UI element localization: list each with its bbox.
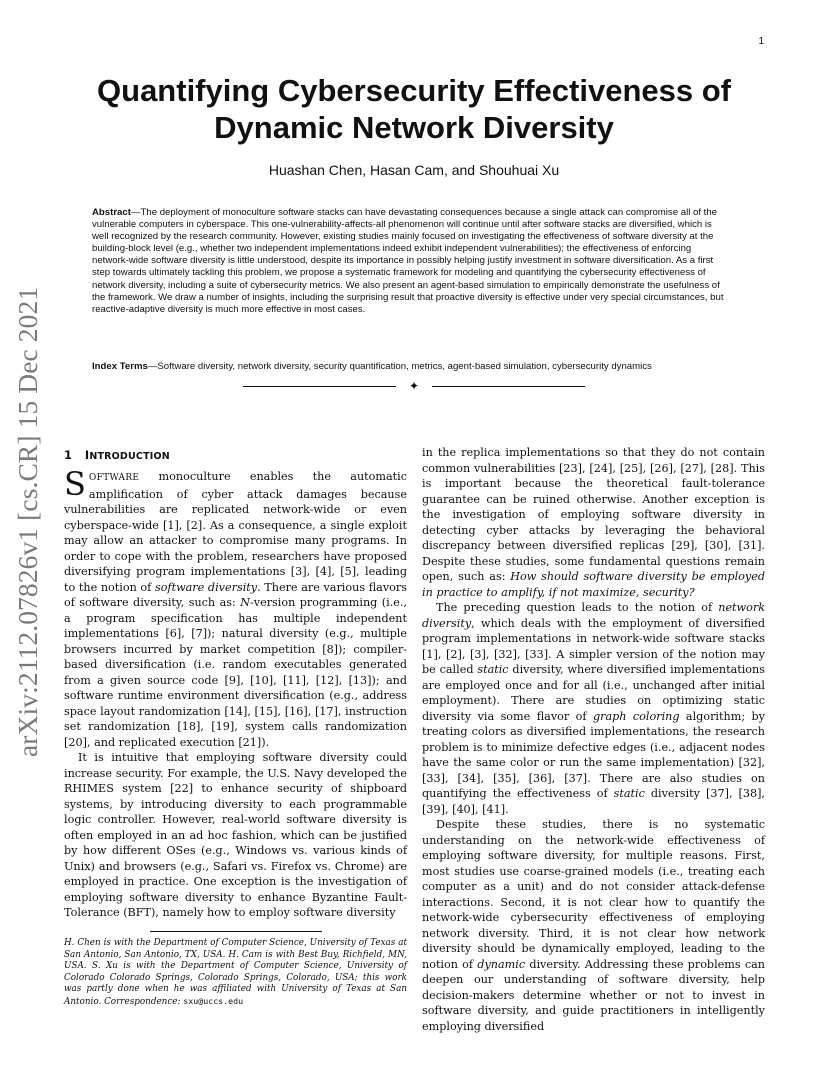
paragraph-text: algorithm; by treating colors as diversified implementations, the research problem is to minimize defective edges (i.e., adjacent nodes have the same color or run the same implementation) [32], [33], [34], [35], [36], [37]. There are also studies on quantifying the effectiveness of [422, 709, 765, 800]
intro-paragraph-1 [64, 465, 407, 750]
intro-paragraph-2: It is intuitive that employing software diversity could increase security. For example, the U.S. Navy developed the RHIMES system [22] to enhance security of shipboard systems, by introducing diversity to each programmable logic controller. However, real-world software diversity is often employed in an ad hoc fashion, which can be justified by how different OSes (e.g., Windows vs. various kinds of Unix) and browsers (e.g., Safari vs. Firefox vs. Chrome) are employed in practice. One exception is the investigation of employing software diversity to enhance Byzantine Fault-Tolerance (BFT), namely how to employ software diversity [64, 751, 407, 919]
section-number: 1 [64, 448, 73, 462]
section-heading-introduction [64, 448, 170, 462]
section-title-rest: NTRODUCTION [89, 451, 170, 462]
paragraph-text: , which deals with the employment of diversified program implementations in network-wide software stacks [1], [2], [3], [32], [33]. A simpler version of the notion may be called [422, 616, 765, 676]
author-affiliation-footnote [64, 938, 407, 1009]
author-list: Huashan Chen, Hasan Cam, and Shouhuai Xu [268, 162, 560, 178]
section-title-initial: I [84, 448, 90, 462]
emphasis: static [477, 663, 509, 676]
index-terms-text: —Software diversity, network diversity, security quantification, metrics, agent-based simulation, cybersecurity dynamics [147, 361, 652, 372]
paragraph-text: diversity [37], [38], [39], [40], [41]. [422, 787, 765, 816]
title-line-2: Dynamic Network Diversity [214, 110, 614, 145]
intro-paragraph-3 [422, 445, 765, 600]
paragraph-text: monoculture enables the automatic amplification of cyber attack damages because vulnerabilities are replicated network-wide or even cyberspace-wide [1], [2]. As a consequence, a single exploit may allow an attacker to compromise many programs. In order to cope with the problem, researchers have proposed diversifying program implementations [3], [4], [5], leading to the notion of [64, 470, 407, 594]
title-line-1: Quantifying Cybersecurity Effectiveness of [97, 73, 731, 108]
paragraph-text: . There are various flavors of software diversity, such as: [64, 580, 407, 609]
index-terms-label: Index Terms [92, 361, 148, 372]
paragraph-text: The preceding question leads to the notion of [436, 601, 719, 614]
footnote-rule [150, 931, 322, 932]
abstract-label: Abstract [92, 207, 131, 218]
footnote-text: H. Chen is with the Department of Computer Science, University of Texas at San Antonio, San Antonio, TX, USA. H. Cam is with Best Buy, Richfield, MN, USA. S. Xu is with the Department of Computer Science, University of Colorado Colorado Springs, Colorado Springs, Colorado, USA; this work was partly done when he was affiliated with University of Texas at San Antonio. Correspondence: [64, 938, 407, 1007]
right-column [422, 445, 765, 1034]
drop-cap: S [64, 465, 86, 503]
intro-paragraph-4 [422, 600, 765, 817]
emphasis: static [613, 787, 645, 800]
abstract [92, 207, 726, 316]
separator-diamond-icon: ✦ [409, 379, 420, 393]
paragraph-text: in the replica implementations so that they do not contain common vulnerabilities [23], [24], [25], [26], [27], [28]. This is important because the theoretical fault-tolerance guarantee can be ruined otherwise. Another exception is the investigation of employing software diversity in detecting cyber attacks by leveraging the behavioral discrepancy between diversified replicas [29], [30], [31]. Despite these studies, some fundamental questions remain open, such as: [422, 446, 765, 583]
emphasis: network diversity [422, 601, 765, 630]
index-terms [92, 361, 726, 373]
intro-paragraph-5 [422, 817, 765, 1034]
page-number: 1 [758, 36, 764, 47]
math-symbol: N [240, 596, 250, 609]
emphasis: How should software diversity be employed in practice to amplify, if not maximize, security? [422, 570, 766, 599]
paragraph-text: diversity, where diversified implementations are employed once and for all (i.e., unchanged after initial employment). There are studies on optimizing static diversity via some flavor of [422, 663, 765, 723]
paragraph-text: -version programming (i.e., a program specification has multiple independent implementations [6], [7]); natural diversity (e.g., multiple browsers incurred by market competition [8]); compiler-based diversification (i.e. random executables generated from a given source code [9], [10], [11], [12], [13]); and software runtime environment diversification (e.g., address space layout randomization [14], [15], [16], [17], instruction set randomization [18], [19], system calls randomization [20], and replicated execution [21]). [64, 596, 407, 749]
emphasis: software diversity [154, 580, 258, 594]
abstract-text: —The deployment of monoculture software stacks can have devastating consequences because a single attack can compromise all of the vulnerable computers in cyberspace. This one-vulnerability-affects-all phenomenon will continue until after software stacks are diversified, which is well recognized by the research community. However, existing studies mainly focused on investigating the effectiveness of software diversity at the building-block level (e.g., whether two independent implementations indeed exhibit independent vulnerabilities); the effectiveness of enforcing network-wide software diversity is little understood, despite its importance in possibly helping justify investment in software diversification. As a first step towards ultimately tackling this problem, we propose a systematic framework for modeling and quantifying the cybersecurity effectiveness of network diversity, including a suite of cybersecurity metrics. We also present an agent-based simulation to empirically demonstrate the usefulness of the framework. We draw a number of insights, including the surprising result that proactive diversity is effective under very special circumstances, but reactive-adaptive diversity is much more effective in most cases. [92, 207, 724, 315]
left-column [64, 465, 407, 921]
emphasis: dynamic [477, 957, 526, 971]
separator-line-left [243, 386, 396, 387]
paragraph-text: diversity. Addressing these problems can deepen our understanding of software diversity, help decision-makers determine whether or not to invest in software diversity, and guide practitioners in intelligently employing diversified [422, 957, 765, 1033]
drop-cap-smallcaps: OFTWARE [88, 473, 140, 483]
emphasis: graph coloring [592, 709, 680, 723]
arxiv-identifier-stamp: arXiv:2112.07826v1 [cs.CR] 15 Dec 2021 [12, 286, 43, 757]
separator-line-right [432, 386, 585, 387]
paragraph-text: Despite these studies, there is no systematic understanding on the network-wide effectiveness of employing software diversity, for multiple reasons. First, most studies use coarse-grained models (i.e., treating each computer as a unit) and do not consider attack-defense interactions. Second, it is not clear how to quantify the network-wide cybersecurity effectiveness of employing network diversity. Third, it is not clear how network diversity should be dynamically employed, leading to the notion of [422, 818, 765, 971]
correspondence-email: sxu@uccs.edu [183, 995, 244, 1006]
section-separator [243, 379, 585, 393]
paper-title [64, 72, 764, 146]
